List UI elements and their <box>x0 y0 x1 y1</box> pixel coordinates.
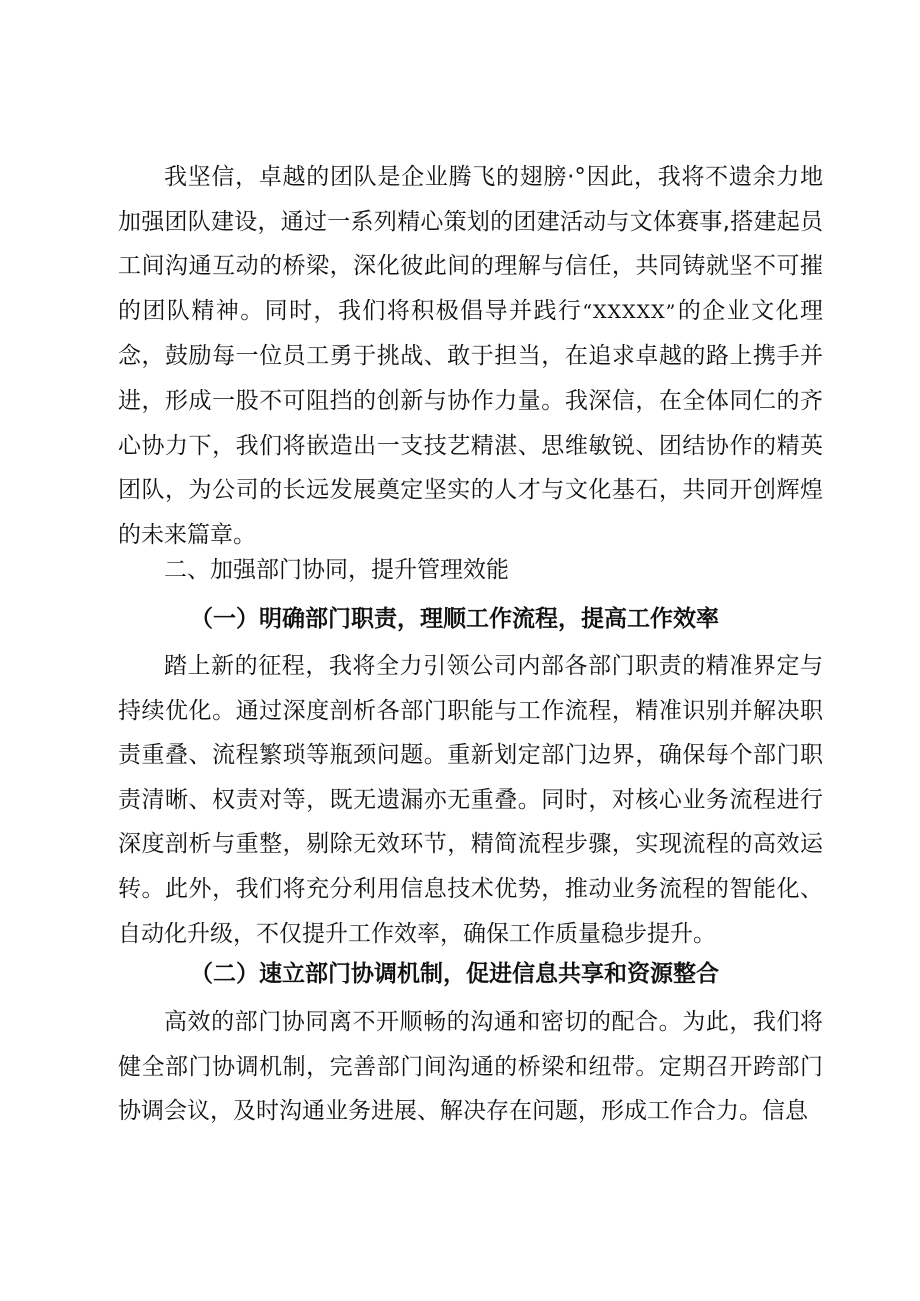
paragraph-department-responsibilities: 踏上新的征程，我将全力引领公司内部各部门职责的精准界定与持续优化。通过深度剖析各部门职能与工作流程，精准识别并解决职责重叠、流程繁琐等瓶颈问题。重新划定部门边界，确保每个部门职责清晰、权责对等，既无遗漏亦无重叠。同时，对核心业务流程进行深度剖析与重整，剔除无效环节，精简流程步骤，实现流程的高效运转。此外，我们将充分利用信息技术优势，推动业务流程的智能化、自动化升级，不仅提升工作效率，确保工作质量稳步提升。 <box>118 653 823 947</box>
subsection-heading-responsibilities: （一）明确部门职责，理顺工作流程，提高工作效率 <box>190 606 719 632</box>
paragraph-text: 我坚信，卓越的团队是企业腾飞的翅膀·°因此，我将不遗余力地加强团队建设，通过一系列精心策划的团建活动与文体赛事,搭建起员工间沟通互动的桥梁，深化彼此间的理解与信任，共同铸就坚不可摧的团队精神。同时，我们将积极倡导并践行 <box>118 164 823 324</box>
culture-slogan-quote: “XXXXX” <box>582 300 677 323</box>
paragraph-coordination-mechanism: 高效的部门协同离不开顺畅的沟通和密切的配合。为此，我们将健全部门协调机制，完善部门间沟通的桥梁和纽带。定期召开跨部门协调会议，及时沟通业务进展、解决存在问题，形成工作合力。信息 <box>118 1009 823 1125</box>
section-heading-department-coordination: 二、加强部门协同，提升管理效能 <box>164 557 509 583</box>
paragraph-team-building <box>118 155 823 557</box>
subsection-heading-coordination-mechanism: （二）速立部门协调机制，促进信息共享和资源整合 <box>190 961 719 987</box>
paragraph-text-continued: 的企业文化理念，鼓励每一位员工勇于挑战、敢于担当，在追求卓越的路上携手并进，形成一股不可阻挡的创新与协作力量。我深信，在全体同仁的齐心协力下，我们将嵌造出一支技艺精湛、思维敏锐、团结协作的精英团队，为公司的长远发展奠定坚实的人才与文化基石，共同开创辉煌的未来篇章。 <box>118 297 823 548</box>
